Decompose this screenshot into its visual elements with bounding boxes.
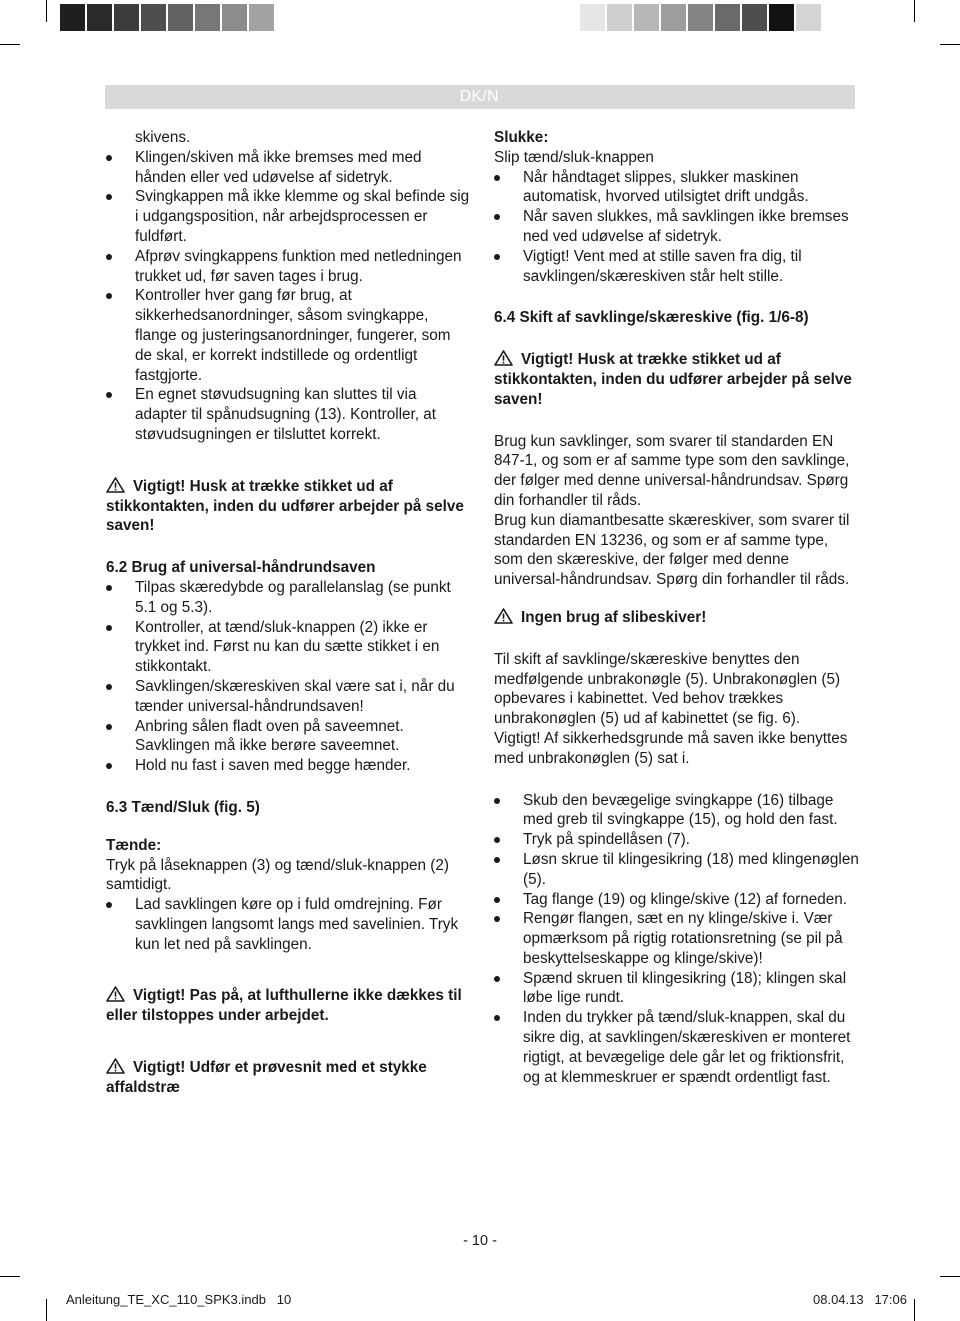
section-6-4-title: 6.4 Skift af savklinge/skæreskive (fig. 1/6-8) <box>494 309 809 327</box>
crop-mark <box>914 1299 915 1321</box>
warning-text: Vigtigt! Husk at trække stikket ud af stikkontakten, inden du udfører arbejder på selve saven! <box>494 351 852 408</box>
list-item: Svingkappen må ikke klemme og skal befinde sig i udgangsposition, når arbejdsprocessen er fuldført. <box>106 187 471 246</box>
registration-swatch <box>742 4 769 31</box>
paragraph: Brug kun savklinger, som svarer til standarden EN 847-1, og som er af samme type som den savklinge, der følger med denne universal-håndrundsav. Spørg din forhandler til råds. <box>494 432 850 509</box>
list-item: Tryk på spindellåsen (7). <box>494 830 859 850</box>
registration-swatch <box>796 4 823 31</box>
list-item: Kontroller, at tænd/sluk-knappen (2) ikke er trykket ind. Først nu kan du sætte stikket i en stikkontakt. <box>106 618 471 677</box>
registration-swatch <box>222 4 249 31</box>
crop-mark <box>0 44 20 45</box>
warning-no-grinding-discs <box>494 608 859 628</box>
language-label: DK/N <box>459 88 499 105</box>
warning-air-vents <box>106 986 471 1026</box>
left-column <box>106 128 471 1098</box>
list-item: Savklingen/skæreskiven skal være sat i, når du tænder universal-håndrundsaven! <box>106 677 471 717</box>
registration-strip-left <box>60 4 276 31</box>
paragraph: Til skift af savklinge/skæreskive benyttes den medfølgende unbrakonøgle (5). Unbrakonøglen (5) opbevares i kabinettet. Ved behov trækkes unbrakonøglen (5) ud af kabinettet (se fig. 6). <box>494 650 841 728</box>
registration-swatch <box>114 4 141 31</box>
crop-mark <box>940 44 960 45</box>
language-header-bar <box>105 85 855 109</box>
crop-mark <box>940 1276 960 1277</box>
registration-swatch <box>634 4 661 31</box>
crop-mark <box>46 1299 47 1321</box>
list-item: Når saven slukkes, må savklingen ikke bremses ned ved udøvelse af sidetryk. <box>494 207 859 247</box>
taende-bullet-list <box>106 895 471 954</box>
section-6-2-bullet-list <box>106 578 471 776</box>
list-item: Skub den bevægelige svingkappe (16) tilbage med greb til svingkappe (15), og hold den fast. <box>494 791 859 831</box>
warning-triangle-icon <box>494 350 513 366</box>
warning-triangle-icon <box>106 1058 125 1074</box>
crop-mark <box>46 0 47 22</box>
registration-swatch <box>168 4 195 31</box>
list-item: Lad savklingen køre op i fuld omdrejning. Før savklingen langsomt langs med savelinien. Tryk kun let ned på savklingen. <box>106 895 471 954</box>
list-item: Hold nu fast i saven med begge hænder. <box>106 756 471 776</box>
list-item: Anbring sålen fladt oven på saveemnet. Savklingen må ikke berøre saveemnet. <box>106 717 471 757</box>
list-item: Spænd skruen til klingesikring (18); klingen skal løbe lige rundt. <box>494 969 859 1009</box>
registration-swatch <box>688 4 715 31</box>
replacement-steps-list <box>494 791 859 1088</box>
list-item: Tilpas skæredybde og parallelanslag (se punkt 5.1 og 5.3). <box>106 578 471 618</box>
warning-text: Vigtigt! Pas på, at lufthullerne ikke dækkes til eller tilstoppes under arbejdet. <box>106 987 462 1025</box>
warning-text: Vigtigt! Husk at trække stikket ud af stikkontakten, inden du udfører arbejder på selve saven! <box>106 477 464 535</box>
list-item: Tag flange (19) og klinge/skive (12) af forneden. <box>494 890 859 910</box>
taende-heading: Tænde: <box>106 836 162 854</box>
right-column <box>494 128 859 1087</box>
registration-swatch <box>661 4 688 31</box>
registration-swatch <box>195 4 222 31</box>
warning-unplug <box>494 350 859 409</box>
warning-text: Ingen brug af slibeskiver! <box>521 608 707 626</box>
slukke-bullet-list <box>494 168 859 287</box>
slukke-heading: Slukke: <box>494 129 549 146</box>
list-item: Når håndtaget slippes, slukker maskinen automatisk, hvorved utilsigtet drift undgås. <box>494 168 859 208</box>
registration-swatch <box>60 4 87 31</box>
taende-text: Tryk på låseknappen (3) og tænd/sluk-knappen (2) samtidigt. <box>106 856 449 894</box>
paragraph: Brug kun diamantbesatte skæreskiver, som svarer til standarden EN 13236, og som er af samme type, som den skæreskive, der følger med denne universal-håndrundsav. Spørg din forhandler til råds. <box>494 511 850 589</box>
list-item: Kontroller hver gang før brug, at sikkerhedsanordninger, såsom svingkappe, flange og justeringsanordninger, fungerer, som de skal, er korrekt indstillede og ordentligt fastgjorte. <box>106 286 471 385</box>
registration-swatch <box>769 4 796 31</box>
section-6-2-title: 6.2 Brug af universal-håndrundsaven <box>106 559 376 577</box>
slukke-text: Slip tænd/sluk-knappen <box>494 148 654 166</box>
registration-swatch <box>607 4 634 31</box>
list-item: Klingen/skiven må ikke bremses med med hånden eller ved udøvelse af sidetryk. <box>106 148 471 188</box>
warning-unplug <box>106 477 471 536</box>
intro-continuation: skivens. <box>135 129 191 146</box>
page-number: - 10 - <box>463 1233 497 1249</box>
warning-test-cut <box>106 1058 471 1098</box>
registration-swatch <box>141 4 168 31</box>
registration-strip-right <box>580 4 823 31</box>
crop-mark <box>914 0 915 22</box>
list-item: Inden du trykker på tænd/sluk-knappen, skal du sikre dig, at savklingen/skæreskiven er monteret rigtigt, at bevægelige dele går let og friktionsfrit, og at klemmeskruer er spændt ordentligt fast. <box>494 1008 859 1087</box>
warning-triangle-icon <box>106 986 125 1002</box>
intro-bullet-list <box>106 148 471 445</box>
date-slug: 08.04.13 17:06 <box>813 1292 907 1307</box>
warning-text: Vigtigt! Udfør et prøvesnit med et stykke affaldstræ <box>106 1059 427 1096</box>
crop-mark <box>0 1276 20 1277</box>
list-item: Afprøv svingkappens funktion med netledningen trukket ud, før saven tages i brug. <box>106 247 471 287</box>
registration-swatch <box>715 4 742 31</box>
list-item: Løsn skrue til klingesikring (18) med klingenøglen (5). <box>494 850 859 890</box>
registration-swatch <box>87 4 114 31</box>
list-item: Vigtigt! Vent med at stille saven fra dig, til savklingen/skæreskiven står helt stille. <box>494 247 859 287</box>
warning-triangle-icon <box>106 477 125 493</box>
warning-triangle-icon <box>494 608 513 624</box>
registration-swatch <box>580 4 607 31</box>
paragraph: Vigtigt! Af sikkerhedsgrunde må saven ikke benyttes med unbrakonøglen (5) sat i. <box>494 729 848 767</box>
section-6-3-title: 6.3 Tænd/Sluk (fig. 5) <box>106 798 260 816</box>
list-item: En egnet støvudsugning kan sluttes til via adapter til spånudsugning (13). Kontroller, at støvudsugningen er tilsluttet korrekt. <box>106 385 471 444</box>
list-item: Rengør flangen, sæt en ny klinge/skive i. Vær opmærksom på rigtig rotationsretning (se pil på beskyttelseskappe og klinge/skive)! <box>494 909 859 968</box>
registration-swatch <box>249 4 276 31</box>
file-slug: Anleitung_TE_XC_110_SPK3.indb 10 <box>66 1292 292 1307</box>
